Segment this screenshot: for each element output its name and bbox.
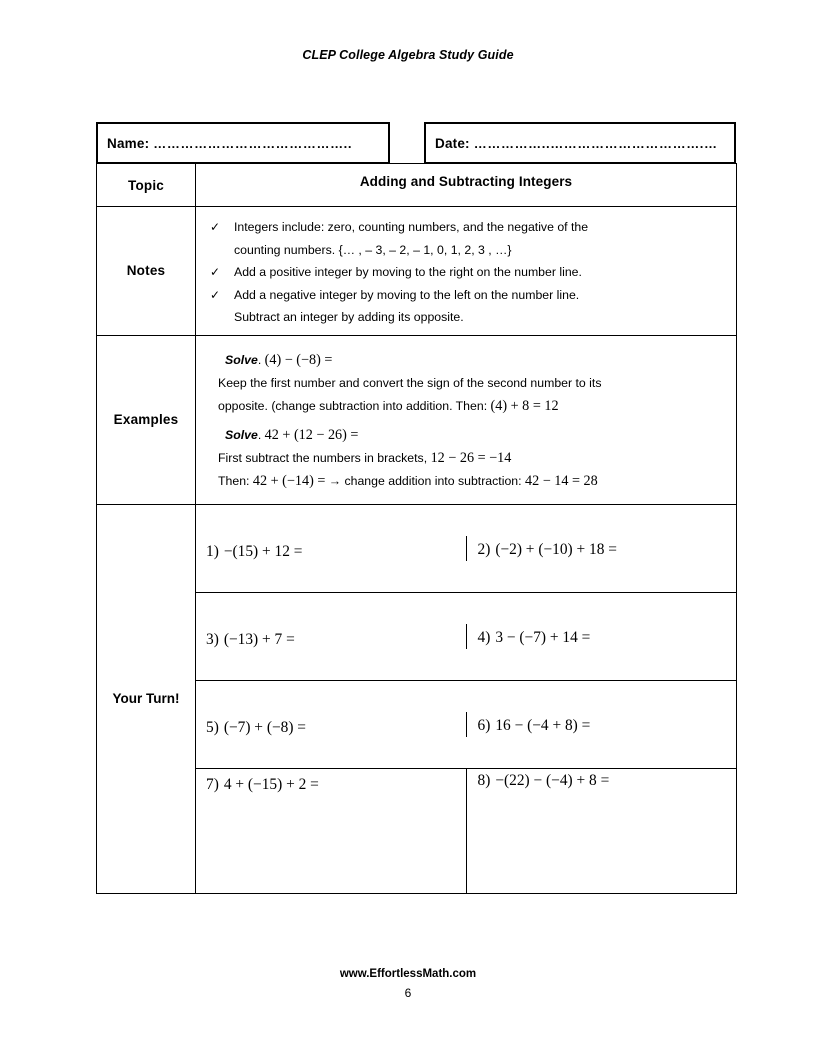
problem-2-expression: (−2) + (−10) + 18 = — [495, 540, 617, 558]
problem-2 — [467, 538, 737, 559]
examples-row-label: Examples — [97, 335, 196, 504]
example-2-line-2-suffix: → change addition into subtraction: — [328, 473, 522, 488]
problem-3-expression: (−13) + 7 = — [223, 630, 295, 648]
problem-4-expression: 3 − (−7) + 14 = — [495, 628, 591, 646]
checkmark-icon: ✓ — [210, 265, 221, 279]
problem-7 — [196, 769, 466, 794]
page-footer — [0, 968, 816, 1000]
problem-3 — [196, 624, 466, 649]
example-2-line-1-math: 12 − 26 = −14 — [430, 450, 512, 466]
example-2-line-2-math2: 42 − 14 = 28 — [524, 472, 598, 489]
examples-row — [97, 335, 737, 504]
problem-6-number: 6) — [477, 716, 491, 734]
example-2-line-1 — [218, 447, 726, 470]
problem-6 — [467, 714, 737, 735]
note-item — [210, 284, 726, 307]
problem-1 — [196, 536, 466, 561]
problem-row — [196, 680, 737, 768]
example-1-line-2-text: opposite. (change subtraction into addition. Then: — [218, 398, 488, 413]
worksheet-title: Adding and Subtracting Integers — [359, 173, 573, 189]
problem-cell-4[interactable] — [466, 624, 736, 649]
example-2-line-2 — [218, 470, 726, 493]
footer-website-url: www.EffortlessMath.com — [339, 968, 477, 980]
problem-8-expression: −(22) − (−4) + 8 = — [495, 771, 610, 789]
problem-1-number: 1) — [206, 542, 219, 560]
example-1-prompt — [218, 349, 726, 372]
note-text: Add a negative integer by moving to the left on the number line. — [234, 287, 580, 302]
note-text: Integers include: zero, counting numbers, and the negative of the — [234, 220, 589, 234]
examples-row-body — [196, 335, 737, 504]
date-field-box[interactable] — [424, 122, 736, 164]
problem-7-expression: 4 + (−15) + 2 = — [223, 775, 319, 793]
notes-row-body — [196, 207, 737, 336]
your-turn-row-1 — [97, 504, 737, 592]
note-item — [210, 261, 726, 284]
checkmark-icon: ✓ — [210, 220, 221, 234]
name-date-row — [96, 122, 736, 164]
example-2-prompt — [218, 424, 726, 447]
page-number: 6 — [404, 986, 412, 1000]
solve-period: . — [257, 353, 262, 367]
problem-row — [196, 592, 737, 680]
problem-4 — [467, 626, 737, 647]
topic-row — [97, 164, 737, 207]
problem-7-number: 7) — [206, 775, 219, 793]
problem-6-expression: 16 − (−4 + 8) = — [495, 716, 591, 734]
problem-cell-8[interactable] — [466, 769, 736, 893]
example-1-line-1: Keep the first number and convert the sign of the second number to its — [218, 376, 602, 390]
note-subline: Subtract an integer by adding its opposite. — [234, 310, 464, 324]
note-subline: counting numbers. {… , – 3, – 2, – 1, 0, 1, 2, 3 , …} — [234, 242, 512, 257]
notes-row — [97, 207, 737, 336]
name-field-box[interactable] — [96, 122, 390, 164]
your-turn-label: Your Turn! — [97, 504, 196, 893]
example-2-expression: 42 + (12 − 26) = — [264, 427, 359, 443]
date-label: Date: — [435, 135, 470, 151]
note-text: Add a positive integer by moving to the right on the number line. — [234, 265, 582, 279]
problem-4-number: 4) — [477, 628, 491, 646]
example-1-expression: (4) − (−8) = — [264, 352, 333, 368]
worksheet-table — [96, 163, 737, 894]
problem-cell-5[interactable] — [196, 712, 466, 737]
notes-list — [196, 207, 736, 335]
problem-cell-6[interactable] — [466, 712, 736, 737]
example-1-line-2 — [218, 395, 726, 418]
name-input-line[interactable]: …………………………………….. — [153, 135, 353, 151]
example-2-line-2-text: Then: — [218, 473, 250, 488]
solve-keyword: Solve — [225, 353, 258, 367]
name-label: Name: — [107, 135, 150, 151]
problem-cell-1[interactable] — [196, 536, 466, 561]
problem-8-number: 8) — [477, 771, 491, 789]
problem-3-number: 3) — [206, 630, 219, 648]
topic-row-body — [196, 164, 737, 207]
problem-1-expression: −(15) + 12 = — [223, 542, 303, 560]
topic-row-label: Topic — [97, 164, 196, 207]
problem-8 — [467, 769, 737, 790]
problem-cell-7[interactable] — [196, 769, 466, 893]
problem-5 — [196, 712, 466, 737]
date-input-line[interactable]: ……………..…………………………….… — [473, 135, 718, 151]
note-item — [210, 216, 726, 239]
solve-keyword: Solve — [225, 428, 258, 442]
examples-spacer — [218, 417, 726, 424]
notes-row-label: Notes — [97, 207, 196, 336]
problem-5-expression: (−7) + (−8) = — [223, 718, 306, 736]
problem-row — [196, 504, 737, 592]
example-2-line-2-math: 42 + (−14) = — [252, 472, 326, 489]
page-header-title: CLEP College Algebra Study Guide — [302, 48, 514, 62]
example-2-line-1-text: First subtract the numbers in brackets, — [218, 451, 428, 465]
problem-2-number: 2) — [477, 540, 491, 558]
problem-cell-3[interactable] — [196, 624, 466, 649]
checkmark-icon: ✓ — [210, 287, 221, 302]
problem-cell-2[interactable] — [466, 536, 736, 561]
examples-content — [196, 341, 736, 498]
problem-5-number: 5) — [206, 718, 219, 736]
solve-period: . — [257, 428, 262, 442]
problem-row — [196, 768, 737, 893]
example-1-line-2-math: (4) + 8 = 12 — [490, 397, 559, 414]
